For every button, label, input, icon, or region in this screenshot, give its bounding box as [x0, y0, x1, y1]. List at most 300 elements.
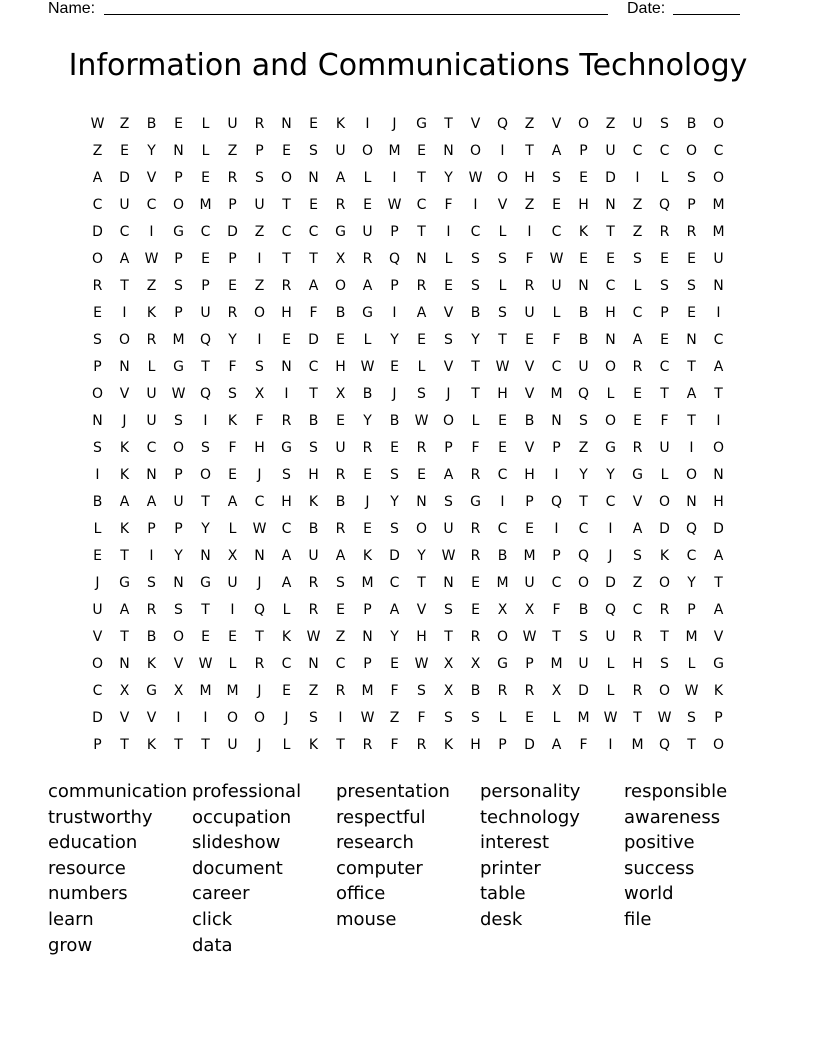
grid-cell[interactable]: W	[549, 251, 564, 267]
grid-cell[interactable]: N	[686, 332, 697, 348]
grid-cell[interactable]: R	[335, 467, 346, 483]
grid-cell[interactable]: X	[470, 656, 481, 672]
grid-cell[interactable]: N	[443, 575, 454, 591]
grid-cell[interactable]: P	[552, 440, 561, 456]
grid-cell[interactable]: N	[416, 251, 427, 267]
grid-cell[interactable]: S	[633, 251, 642, 267]
grid-cell[interactable]: O	[577, 116, 590, 132]
grid-cell[interactable]: T	[282, 197, 291, 213]
grid-cell[interactable]: R	[281, 413, 292, 429]
grid-cell[interactable]: O	[172, 440, 185, 456]
grid-cell[interactable]: F	[228, 359, 237, 375]
grid-cell[interactable]: U	[659, 440, 670, 456]
grid-cell[interactable]: E	[633, 413, 642, 429]
grid-cell[interactable]: E	[390, 359, 399, 375]
grid-cell[interactable]: K	[659, 548, 670, 564]
grid-cell[interactable]: C	[470, 224, 481, 240]
grid-cell[interactable]: G	[281, 440, 292, 456]
grid-cell[interactable]: V	[524, 359, 535, 375]
grid-cell[interactable]: A	[281, 548, 292, 564]
grid-cell[interactable]: O	[685, 467, 698, 483]
grid-cell[interactable]: T	[417, 575, 426, 591]
grid-cell[interactable]: K	[281, 629, 292, 645]
grid-cell[interactable]: C	[281, 656, 292, 672]
grid-cell[interactable]: E	[471, 575, 480, 591]
grid-cell[interactable]: U	[335, 143, 346, 159]
grid-cell[interactable]: S	[579, 629, 588, 645]
grid-cell[interactable]: M	[550, 656, 563, 672]
grid-cell[interactable]: O	[91, 386, 104, 402]
grid-cell[interactable]: V	[713, 629, 724, 645]
grid-cell[interactable]: G	[200, 575, 211, 591]
grid-cell[interactable]: Z	[605, 116, 616, 132]
grid-cell[interactable]: P	[498, 737, 507, 753]
grid-cell[interactable]: V	[443, 305, 454, 321]
grid-cell[interactable]: J	[95, 575, 100, 591]
grid-cell[interactable]: U	[362, 224, 373, 240]
grid-cell[interactable]: R	[470, 521, 481, 537]
grid-cell[interactable]: L	[660, 467, 669, 483]
grid-cell[interactable]: T	[471, 386, 480, 402]
grid-cell[interactable]: B	[335, 305, 346, 321]
grid-cell[interactable]: C	[335, 656, 346, 672]
grid-cell[interactable]: N	[605, 332, 616, 348]
grid-cell[interactable]: G	[335, 224, 346, 240]
grid-cell[interactable]: U	[146, 413, 157, 429]
grid-cell[interactable]: P	[174, 467, 183, 483]
grid-cell[interactable]: P	[174, 521, 183, 537]
grid-cell[interactable]: L	[201, 143, 210, 159]
grid-cell[interactable]: T	[552, 629, 561, 645]
grid-cell[interactable]: G	[632, 467, 643, 483]
grid-cell[interactable]: W	[657, 710, 672, 726]
grid-cell[interactable]: G	[119, 575, 130, 591]
grid-cell[interactable]: E	[309, 116, 318, 132]
grid-cell[interactable]: W	[468, 170, 483, 186]
grid-cell[interactable]: G	[146, 683, 157, 699]
grid-cell[interactable]: A	[146, 494, 157, 510]
grid-cell[interactable]: S	[471, 278, 480, 294]
grid-cell[interactable]: O	[469, 143, 482, 159]
grid-cell[interactable]: I	[500, 143, 505, 159]
grid-cell[interactable]: E	[228, 278, 237, 294]
grid-cell[interactable]: M	[361, 575, 374, 591]
grid-cell[interactable]: F	[471, 440, 480, 456]
grid-cell[interactable]: B	[578, 602, 589, 618]
grid-cell[interactable]: B	[578, 305, 589, 321]
grid-cell[interactable]: O	[91, 656, 104, 672]
grid-cell[interactable]: K	[443, 737, 454, 753]
grid-cell[interactable]: O	[226, 710, 239, 726]
grid-cell[interactable]: Y	[201, 521, 210, 537]
grid-cell[interactable]: A	[227, 494, 238, 510]
grid-cell[interactable]: P	[579, 143, 588, 159]
grid-cell[interactable]: O	[118, 332, 131, 348]
grid-cell[interactable]: S	[282, 467, 291, 483]
grid-cell[interactable]: U	[632, 116, 643, 132]
grid-cell[interactable]: W	[387, 197, 402, 213]
grid-cell[interactable]: E	[552, 197, 561, 213]
grid-cell[interactable]: P	[93, 359, 102, 375]
grid-cell[interactable]: E	[633, 386, 642, 402]
grid-cell[interactable]: E	[687, 305, 696, 321]
grid-cell[interactable]: C	[659, 143, 670, 159]
grid-cell[interactable]: D	[659, 521, 670, 537]
grid-cell[interactable]: S	[309, 710, 318, 726]
grid-cell[interactable]: E	[228, 467, 237, 483]
grid-cell[interactable]: C	[578, 521, 589, 537]
grid-cell[interactable]: U	[227, 116, 238, 132]
grid-cell[interactable]: A	[119, 251, 130, 267]
grid-cell[interactable]: D	[524, 737, 535, 753]
grid-cell[interactable]: U	[146, 386, 157, 402]
grid-cell[interactable]: L	[444, 251, 453, 267]
grid-cell[interactable]: I	[716, 305, 721, 321]
grid-cell[interactable]: S	[633, 548, 642, 564]
grid-cell[interactable]: O	[604, 359, 617, 375]
grid-cell[interactable]: T	[201, 494, 210, 510]
grid-cell[interactable]: T	[174, 737, 183, 753]
grid-cell[interactable]: C	[254, 494, 265, 510]
grid-cell[interactable]: C	[713, 143, 724, 159]
grid-cell[interactable]: A	[632, 332, 643, 348]
grid-cell[interactable]: Y	[390, 494, 399, 510]
grid-cell[interactable]: T	[120, 278, 129, 294]
grid-cell[interactable]: A	[713, 548, 724, 564]
grid-cell[interactable]: E	[525, 521, 534, 537]
grid-cell[interactable]: R	[146, 332, 157, 348]
grid-cell[interactable]: P	[93, 737, 102, 753]
grid-cell[interactable]: O	[253, 710, 266, 726]
grid-cell[interactable]: E	[336, 413, 345, 429]
grid-cell[interactable]: I	[338, 710, 343, 726]
grid-cell[interactable]: I	[527, 224, 532, 240]
grid-cell[interactable]: T	[201, 737, 210, 753]
grid-cell[interactable]: W	[144, 251, 159, 267]
grid-cell[interactable]: C	[551, 575, 562, 591]
grid-cell[interactable]: O	[712, 737, 725, 753]
grid-cell[interactable]: Z	[254, 224, 265, 240]
grid-cell[interactable]: E	[93, 548, 102, 564]
grid-cell[interactable]: H	[335, 359, 346, 375]
grid-cell[interactable]: I	[230, 602, 235, 618]
grid-cell[interactable]: Q	[388, 251, 401, 267]
grid-cell[interactable]: G	[416, 116, 427, 132]
grid-cell[interactable]: V	[173, 656, 184, 672]
grid-cell[interactable]: Z	[254, 278, 265, 294]
grid-cell[interactable]: M	[199, 197, 212, 213]
grid-cell[interactable]: M	[631, 737, 644, 753]
grid-cell[interactable]: S	[174, 413, 183, 429]
grid-cell[interactable]: Y	[687, 575, 696, 591]
grid-cell[interactable]: E	[444, 278, 453, 294]
grid-cell[interactable]: C	[713, 332, 724, 348]
grid-cell[interactable]: K	[146, 737, 157, 753]
grid-cell[interactable]: S	[93, 332, 102, 348]
grid-cell[interactable]: S	[552, 170, 561, 186]
grid-cell[interactable]: E	[417, 332, 426, 348]
grid-cell[interactable]: E	[417, 467, 426, 483]
grid-cell[interactable]: R	[659, 602, 670, 618]
grid-cell[interactable]: R	[254, 116, 265, 132]
grid-cell[interactable]: R	[632, 440, 643, 456]
grid-cell[interactable]: O	[577, 575, 590, 591]
grid-cell[interactable]: S	[309, 143, 318, 159]
grid-cell[interactable]: Y	[444, 170, 453, 186]
grid-cell[interactable]: T	[255, 629, 264, 645]
grid-cell[interactable]: C	[632, 602, 643, 618]
grid-cell[interactable]: P	[363, 656, 372, 672]
grid-cell[interactable]: L	[606, 683, 615, 699]
grid-cell[interactable]: P	[525, 656, 534, 672]
grid-cell[interactable]: V	[146, 170, 157, 186]
grid-cell[interactable]: I	[608, 737, 613, 753]
grid-cell[interactable]: S	[390, 521, 399, 537]
grid-cell[interactable]: S	[471, 251, 480, 267]
grid-cell[interactable]: W	[360, 710, 375, 726]
grid-cell[interactable]: V	[119, 386, 130, 402]
grid-cell[interactable]: E	[282, 332, 291, 348]
grid-cell[interactable]: S	[93, 440, 102, 456]
grid-cell[interactable]: E	[282, 683, 291, 699]
grid-cell[interactable]: S	[687, 170, 696, 186]
grid-cell[interactable]: H	[632, 656, 643, 672]
grid-cell[interactable]: B	[146, 629, 157, 645]
grid-cell[interactable]: R	[470, 629, 481, 645]
grid-cell[interactable]: I	[635, 170, 640, 186]
grid-cell[interactable]: P	[174, 251, 183, 267]
grid-cell[interactable]: C	[308, 224, 319, 240]
grid-cell[interactable]: W	[252, 521, 267, 537]
grid-cell[interactable]: R	[497, 683, 508, 699]
grid-cell[interactable]: A	[119, 602, 130, 618]
grid-cell[interactable]: N	[254, 548, 265, 564]
grid-cell[interactable]: U	[578, 359, 589, 375]
grid-cell[interactable]: R	[362, 737, 373, 753]
grid-cell[interactable]: P	[687, 197, 696, 213]
grid-cell[interactable]: X	[227, 548, 238, 564]
grid-cell[interactable]: L	[660, 170, 669, 186]
grid-cell[interactable]: G	[173, 359, 184, 375]
grid-cell[interactable]: N	[605, 197, 616, 213]
grid-cell[interactable]: C	[92, 197, 103, 213]
grid-cell[interactable]: Q	[253, 602, 266, 618]
grid-cell[interactable]: R	[470, 548, 481, 564]
grid-cell[interactable]: C	[551, 224, 562, 240]
grid-cell[interactable]: O	[712, 440, 725, 456]
grid-cell[interactable]: U	[605, 143, 616, 159]
grid-cell[interactable]: Y	[471, 332, 480, 348]
grid-cell[interactable]: L	[363, 170, 372, 186]
grid-cell[interactable]: Q	[550, 494, 563, 510]
grid-cell[interactable]: A	[389, 602, 400, 618]
grid-cell[interactable]: R	[416, 278, 427, 294]
grid-cell[interactable]: L	[606, 656, 615, 672]
grid-cell[interactable]: V	[443, 359, 454, 375]
grid-cell[interactable]: W	[198, 656, 213, 672]
grid-cell[interactable]: D	[227, 224, 238, 240]
grid-cell[interactable]: R	[416, 737, 427, 753]
grid-cell[interactable]: H	[524, 467, 535, 483]
grid-cell[interactable]: R	[632, 629, 643, 645]
grid-cell[interactable]: P	[147, 521, 156, 537]
grid-cell[interactable]: N	[416, 494, 427, 510]
grid-cell[interactable]: O	[658, 575, 671, 591]
grid-cell[interactable]: L	[687, 656, 696, 672]
grid-cell[interactable]: U	[578, 656, 589, 672]
grid-cell[interactable]: O	[334, 278, 347, 294]
grid-cell[interactable]: L	[498, 278, 507, 294]
grid-cell[interactable]: Y	[390, 332, 399, 348]
grid-cell[interactable]: X	[335, 386, 346, 402]
grid-cell[interactable]: U	[227, 575, 238, 591]
grid-cell[interactable]: F	[552, 602, 561, 618]
grid-cell[interactable]: T	[120, 629, 129, 645]
grid-cell[interactable]: E	[687, 251, 696, 267]
grid-cell[interactable]: Q	[685, 521, 698, 537]
grid-cell[interactable]: N	[686, 494, 697, 510]
grid-cell[interactable]: M	[550, 386, 563, 402]
grid-cell[interactable]: L	[552, 710, 561, 726]
grid-cell[interactable]: K	[227, 413, 238, 429]
grid-cell[interactable]: E	[579, 251, 588, 267]
grid-cell[interactable]: F	[390, 683, 399, 699]
grid-cell[interactable]: J	[284, 710, 289, 726]
grid-cell[interactable]: O	[685, 143, 698, 159]
grid-cell[interactable]: S	[444, 602, 453, 618]
grid-cell[interactable]: B	[524, 413, 535, 429]
grid-cell[interactable]: J	[392, 386, 397, 402]
grid-cell[interactable]: S	[336, 575, 345, 591]
grid-cell[interactable]: Y	[579, 467, 588, 483]
grid-cell[interactable]: H	[281, 494, 292, 510]
grid-cell[interactable]: A	[443, 467, 454, 483]
grid-cell[interactable]: E	[417, 143, 426, 159]
grid-cell[interactable]: P	[552, 548, 561, 564]
grid-cell[interactable]: D	[92, 710, 103, 726]
grid-cell[interactable]: T	[687, 359, 696, 375]
grid-cell[interactable]: K	[308, 737, 319, 753]
grid-cell[interactable]: J	[446, 386, 451, 402]
grid-cell[interactable]: W	[306, 629, 321, 645]
grid-cell[interactable]: O	[361, 143, 374, 159]
grid-cell[interactable]: Z	[389, 710, 400, 726]
grid-cell[interactable]: F	[660, 413, 669, 429]
grid-cell[interactable]: R	[416, 440, 427, 456]
grid-cell[interactable]: N	[173, 143, 184, 159]
grid-cell[interactable]: B	[308, 413, 319, 429]
grid-cell[interactable]: R	[227, 170, 238, 186]
grid-cell[interactable]: M	[685, 629, 698, 645]
grid-cell[interactable]: C	[119, 224, 130, 240]
grid-cell[interactable]: Q	[496, 116, 509, 132]
grid-cell[interactable]: H	[524, 170, 535, 186]
grid-cell[interactable]: W	[171, 386, 186, 402]
grid-cell[interactable]: R	[308, 575, 319, 591]
grid-cell[interactable]: E	[201, 629, 210, 645]
grid-cell[interactable]: O	[496, 629, 509, 645]
grid-cell[interactable]: F	[525, 251, 534, 267]
grid-cell[interactable]: T	[201, 602, 210, 618]
grid-cell[interactable]: O	[712, 116, 725, 132]
grid-cell[interactable]: S	[255, 170, 264, 186]
grid-cell[interactable]: N	[92, 413, 103, 429]
grid-cell[interactable]: H	[308, 467, 319, 483]
grid-cell[interactable]: I	[284, 386, 289, 402]
grid-cell[interactable]: T	[336, 737, 345, 753]
grid-cell[interactable]: Y	[228, 332, 237, 348]
grid-cell[interactable]: X	[443, 656, 454, 672]
grid-cell[interactable]: R	[470, 467, 481, 483]
grid-cell[interactable]: R	[659, 224, 670, 240]
grid-cell[interactable]: C	[605, 494, 616, 510]
grid-cell[interactable]: U	[227, 737, 238, 753]
grid-cell[interactable]: R	[362, 251, 373, 267]
grid-cell[interactable]: I	[149, 224, 154, 240]
grid-cell[interactable]: G	[362, 305, 373, 321]
grid-cell[interactable]: T	[660, 629, 669, 645]
grid-cell[interactable]: S	[228, 386, 237, 402]
grid-cell[interactable]: B	[686, 116, 697, 132]
grid-cell[interactable]: W	[603, 710, 618, 726]
grid-cell[interactable]: I	[446, 224, 451, 240]
grid-cell[interactable]: C	[200, 224, 211, 240]
grid-cell[interactable]: L	[417, 359, 426, 375]
grid-cell[interactable]: P	[687, 602, 696, 618]
grid-cell[interactable]: W	[414, 656, 429, 672]
grid-cell[interactable]: E	[120, 143, 129, 159]
grid-cell[interactable]: S	[687, 278, 696, 294]
grid-cell[interactable]: D	[308, 332, 319, 348]
grid-cell[interactable]: J	[257, 575, 262, 591]
grid-cell[interactable]: I	[257, 332, 262, 348]
grid-cell[interactable]: N	[578, 278, 589, 294]
grid-cell[interactable]: H	[713, 494, 724, 510]
grid-cell[interactable]: L	[228, 656, 237, 672]
grid-cell[interactable]: O	[91, 251, 104, 267]
grid-cell[interactable]: J	[257, 737, 262, 753]
grid-cell[interactable]: E	[498, 440, 507, 456]
grid-cell[interactable]: O	[199, 467, 212, 483]
grid-cell[interactable]: W	[441, 548, 456, 564]
grid-cell[interactable]: R	[146, 602, 157, 618]
grid-cell[interactable]: T	[444, 629, 453, 645]
grid-cell[interactable]: S	[417, 386, 426, 402]
grid-cell[interactable]: W	[684, 683, 699, 699]
grid-cell[interactable]: E	[660, 251, 669, 267]
grid-cell[interactable]: N	[281, 116, 292, 132]
grid-cell[interactable]: O	[658, 494, 671, 510]
grid-cell[interactable]: S	[444, 494, 453, 510]
grid-cell[interactable]: L	[93, 521, 102, 537]
grid-cell[interactable]: Z	[119, 116, 130, 132]
grid-cell[interactable]: I	[122, 305, 127, 321]
grid-cell[interactable]: R	[335, 683, 346, 699]
grid-cell[interactable]: Z	[632, 575, 643, 591]
grid-cell[interactable]: Q	[577, 548, 590, 564]
grid-cell[interactable]: N	[308, 656, 319, 672]
grid-cell[interactable]: N	[119, 656, 130, 672]
grid-cell[interactable]: G	[605, 440, 616, 456]
grid-cell[interactable]: R	[254, 656, 265, 672]
grid-cell[interactable]: T	[660, 386, 669, 402]
grid-cell[interactable]: T	[687, 737, 696, 753]
grid-cell[interactable]: I	[176, 710, 181, 726]
grid-cell[interactable]: A	[119, 494, 130, 510]
grid-cell[interactable]: L	[633, 278, 642, 294]
grid-cell[interactable]: C	[551, 359, 562, 375]
grid-cell[interactable]: P	[714, 710, 723, 726]
